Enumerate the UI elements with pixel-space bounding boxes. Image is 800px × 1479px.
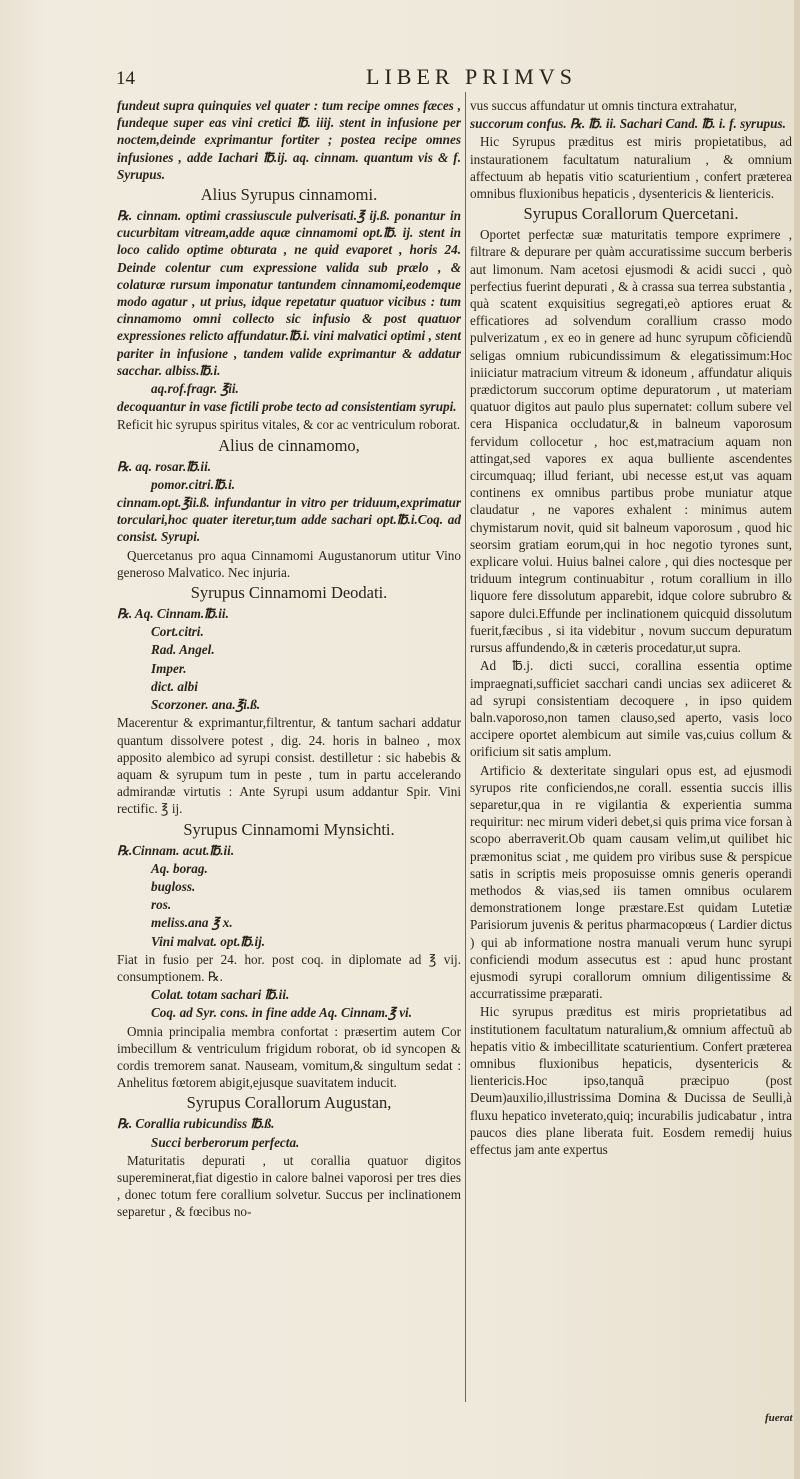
left-paragraph: Fiat in fusio per 24. hor. post coq. in diplomate ad ℥ vij. consumptionem. ℞.	[117, 951, 461, 984]
left-recipe-line: Aq. borag.	[151, 860, 208, 876]
left-recipe-line: Cort.citri.	[151, 624, 204, 640]
left-paragraph: ℞. aq. rosar.℔.ii.	[117, 458, 212, 474]
running-title: LIBER PRIMVS	[366, 64, 577, 89]
left-paragraph: Maturitatis depurati , ut corallia quatuor digitos supereminerat,fiat digestio in calore balnei vaporosi per tres dies , donec totum fere corallium solvetur. Succus per inclinationem separetur , & fœcibus no-	[117, 1152, 461, 1220]
right-paragraph: succorum confus. ℞. ℔. ii. Sachari Cand. ℔. i. f. syrupus.	[470, 116, 786, 132]
left-paragraph: Reficit hic syrupus spiritus vitales, & cor ac ventriculum roborat.	[117, 417, 461, 433]
left-heading: Syrupus Corallorum Augustan,	[186, 1093, 392, 1113]
left-paragraph: Quercetanus pro aqua Cinnamomi Augustanorum utitur Vino generoso Malvatico. Nec injuria.	[117, 547, 461, 580]
left-recipe-line: dict. albi	[151, 678, 198, 694]
running-head	[0, 64, 800, 90]
left-recipe-line: Succi berberorum perfecta.	[151, 1134, 300, 1150]
left-paragraph: ℞. Corallia rubicundiss ℔.ß.	[117, 1116, 275, 1132]
catchword: fuerat	[765, 1412, 793, 1424]
right-paragraph: Hic syrupus præditus est miris proprietatibus ad institutionem facultatum naturalium,& omnium affectuũ ab hepatis vitio & imbecillitate scaturientium. Confert prætereа omnibus fluxionibus hepaticis, dysentericis & lientericis.Hoc ipso,tanquã præcipuo (post Deum)auxilio,illustrissima Domina & Ducissa de Seulli,à fluxu hepatico inveterato,quiq; incurabilis judicabatur , intra paucos dies plane liberata fuit. Eosdem remedij huius effectus jam ante expertus	[470, 1004, 792, 1157]
left-paragraph: decoquantur in vase fictili probe tecto ad consistentiam syrupi.	[117, 399, 457, 415]
column-rule	[465, 92, 466, 1402]
left-recipe-line: Coq. ad Syr. cons. in fine adde Aq. Cinnam.℥ vi.	[151, 1005, 413, 1021]
right-paragraph: Oportet perfectæ suæ maturitatis tempore exprimere , filtrare & depurare per quàm accuratissime succum berberis aut limonum. Nam acetosi ejusmodi & acidi succi , quò perfectius fuerint depurati , & à crassa sua terrea substantia , quà scatent exquisitius segregati,eò aptiores eruat & efficatiores ad solvendum corallium crasso modo pulverizatum , ex eo in genere ad hunc syrupum cõficiendũ seligas omnium rubicundissimum & elegatissimum:Hoc iniiciatur matracium vitreum & idoneum , affundatur aliquis prædictorum succorum optime depuratorum , ut materiam quatuor digitos aut paulo plus supernatet: collum subere vel cera Hispanica occludatur,& in balneum vaporosum fervidum collocetur , hoc est,matracium aquam non attingat,sed vapores ex aqua bulliente ascendentes circumquaq; illud feriant, ubi necesse est,ut vas aquam continens ex omnibus partibus probe muniatur atque claudatur , ne vapores exhalent : minimus autem chymistarum novit, quid sit balneum vaporosum , quod hic seorsim gratiam eorum,qui in hoc negotio tyrones sunt, explicare volui. Huius balnei calore , qui dies noctesque per triduum integrum continuabitur , rotum corallium in illo liquore fere dissolutum apparebit, idque colore subrubro & sapore dulci.Effunde per inclinationem quicquid dissolutum fuerit,fæcibus , si ita videbitur , novum succum depuratum rursus affundendo,& in cæteris procedatur,ut supra.	[470, 227, 792, 656]
left-heading: Alius de cinnamomo,	[218, 435, 360, 455]
left-recipe-line: Imper.	[151, 660, 187, 676]
left-recipe-line: aq.rof.fragr. ℥ii.	[151, 381, 239, 397]
left-paragraph: Omnia principalia membra confortat : præsertim autem Cor imbecillum & ventriculum frigidum roborat, ob id syncopen & cordis tremorem sanat. Nauseam, vomitum,& singultum sedat : Anhelitus fœtorem abigit,ejusque suavitatem inducit.	[117, 1023, 461, 1091]
page-edge	[794, 0, 800, 1479]
left-recipe-line: meliss.ana ℥ x.	[151, 915, 233, 931]
left-recipe-line: Vini malvat. opt.℔.ij.	[151, 933, 266, 949]
right-column	[470, 97, 792, 1417]
left-paragraph: cinnam.opt.℥ii.ß. infundantur in vitro per triduum,exprimatur torculari,hoc quater iteretur,tum adde sachari opt.℔.i.Coq. ad consist. Syrupi.	[117, 495, 461, 545]
left-heading: Syrupus Cinnamomi Mynsichti.	[183, 819, 395, 839]
right-heading: Syrupus Corallorum Quercetani.	[523, 204, 739, 224]
left-recipe-line: pomor.citri.℔.i.	[151, 476, 236, 492]
right-paragraph: vus succus affundatur ut omnis tinctura extrahatur,	[470, 98, 737, 113]
left-paragraph: fundeut supra quinquies vel quater : tum recipe omnes fæces , fundeque super eas vini cretici ℔. iiij. stent in infusione per noctem,deinde exprimantur fortiter ; postea recipe omnes infusiones , adde Iachari ℔.ij. aq. cinnam. quantum vis & f. Syrupus.	[117, 98, 461, 182]
left-recipe-line: Rad. Angel.	[151, 642, 215, 658]
left-paragraph: Macerentur & exprimantur,filtrentur, & tantum sachari addatur quantum dissolvere potest , dig. 24. horis in balneo , mox apposito alembico ad syrupi consist. destilletur : sic habebis & aquam & syrupum tum in peste , tum in partu accelerando admirandæ virtutis : Ante Syrupi usum addantur Spir. Vini rectific. ℥ ij.	[117, 715, 461, 817]
left-recipe-line: ros.	[151, 897, 172, 913]
left-recipe-line: bugloss.	[151, 878, 196, 894]
left-paragraph: ℞.Cinnam. acut.℔.ii.	[117, 842, 235, 858]
right-paragraph: Hic Syrupus præditus est miris propietatibus, ad instaurationem facultatum naturalium , & omnium affectuum ab hepatis vitio scaturientium , confert præterea omnibus fluxionibus hepaticis , dysentericis & lientericis.	[470, 134, 792, 202]
left-column	[117, 97, 461, 1417]
left-heading: Syrupus Cinnamomi Deodati.	[190, 583, 388, 603]
left-heading: Alius Syrupus cinnamomi.	[200, 185, 378, 205]
left-paragraph: ℞. cinnam. optimi crassiuscule pulverisati.℥ ij.ß. ponantur in cucurbitam vitream,adde aquæ cinnamomi opt.℔. ij. stent in loco calido optime obturata , ne quid evaporet , horis 24. Deinde colentur cum expressione valida sub prælo , & colaturæ rursum imponatur tantundem cinnamomi,eodemque modo agatur , ut prius, idque repetatur quatuor vicibus : tum cinnamomo omni collecto sic infusio & post quatuor expressiones relicto affundatur.℔.i. vini malvatici optimi , stent pariter in infusione , tandem valide exprimantur & addatur sacchar. albiss.℔.i.	[117, 208, 461, 378]
right-paragraph: Ad ℔.j. dicti succi, corallina essentia optime impraegnati,sufficiet sacchari candi uncias sex adiiceret & ad syrupi consistentiam decoquere , in ipso quidem baln.vaporoso,non tamen clauso,sed aperto, vasis loco accipere oportet alembicum aut simile vas,cuius collum & orificium sit satis amplum.	[470, 658, 792, 760]
left-paragraph: ℞. Aq. Cinnam.℔.ii.	[117, 606, 229, 622]
right-paragraph: Artificio & dexteritate singulari opus est, ad ejusmodi syrupos rite conficiendos,ne corall. essentia succis illis separetur,qua in re vigilantia & experientia summa requiritur: nec mirum videri debet,si quis prima vice forsan à scopo aberraverit.Ob quam causam velim,ut quilibet hic præmonitus sciat , me quidem pro viribus suse & perspicue satis in scriptis meis proposuisse omnis generis operandi methodos & vias,sed iis tamen omnibus ocularem demonstrationem longe præstare.Est quidam Lutetiæ Parisiorum juvenis & peritus pharmacopœus ( Lardier dictus ) qui ab informatione nostra manuali verum hunc syrupi conficiendi modum assecutus est : apud hunc prostant ejusmodi syrupi corallorum omnium diligentissime & accurratissime præparati.	[470, 762, 792, 1002]
left-recipe-line: Scorzoner. ana.℥i.ß.	[151, 697, 261, 713]
folio-number: 14	[116, 68, 135, 89]
left-recipe-line: Colat. totam sachari ℔.ii.	[151, 987, 290, 1003]
